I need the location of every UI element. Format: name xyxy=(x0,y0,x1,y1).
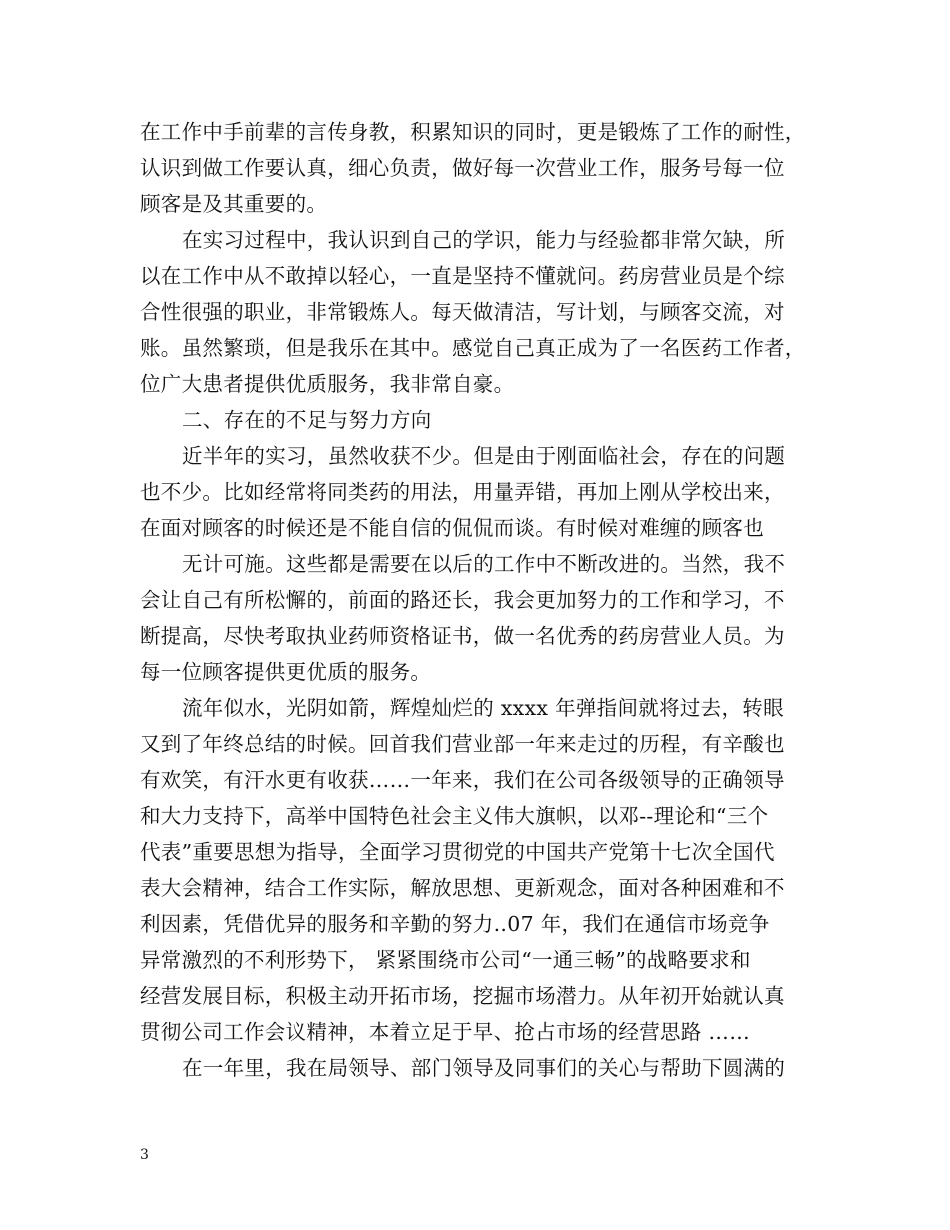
text-line: 断提高，尽快考取执业药师资格证书，做一名优秀的药房营业人员。为 xyxy=(140,624,785,648)
text-line: 在工作中手前辈的言传身教，积累知识的同时，更是锻炼了工作的耐性， xyxy=(140,120,806,144)
text-line: 和大力支持下，高举中国特色社会主义伟大旗帜，以邓--理论和“三个 xyxy=(140,804,769,828)
text-line: 账。虽然繁琐，但是我乐在其中。感觉自己真正成为了一名医药工作者， xyxy=(140,336,806,360)
page-number: 3 xyxy=(140,1147,149,1163)
text-line: 又到了年终总结的时候。回首我们营业部一年来走过的历程，有辛酸也 xyxy=(140,732,785,756)
text-line: 认识到做工作要认真，细心负责，做好每一次营业工作，服务号每一位 xyxy=(140,156,785,180)
text-line: 也不少。比如经常将同类药的用法，用量弄错，再加上刚从学校出来， xyxy=(140,480,785,504)
text-line: 有欢笑，有汗水更有收获……一年来，我们在公司各级领导的正确领导 xyxy=(140,768,785,792)
text-line: 会让自己有所松懈的，前面的路还长，我会更加努力的工作和学习，不 xyxy=(140,588,785,612)
section-heading: 二、存在的不足与努力方向 xyxy=(182,408,432,432)
text-line: 在一年里，我在局领导、部门领导及同事们的关心与帮助下圆满的 xyxy=(182,1056,786,1080)
text-line: 无计可施。这些都是需要在以后的工作中不断改进的。当然，我不 xyxy=(182,552,786,576)
text-line: 代表”重要思想为指导，全面学习贯彻党的中国共产党第十七次全国代 xyxy=(140,840,775,864)
text-line: 每一位顾客提供更优质的服务。 xyxy=(140,660,432,684)
text-line: 流年似水，光阴如箭，辉煌灿烂的 xxxx 年弹指间就将过去，转眼 xyxy=(182,696,784,720)
text-line: 利因素，凭借优异的服务和辛勤的努力..07 年，我们在通信市场竞争 xyxy=(140,912,770,936)
text-line: 异常激烈的不利形势下， 紧紧围绕市公司“一通三畅”的战略要求和 xyxy=(140,948,751,972)
text-line: 表大会精神，结合工作实际，解放思想、更新观念，面对各种困难和不 xyxy=(140,876,785,900)
text-line: 顾客是及其重要的。 xyxy=(140,192,328,216)
text-line: 在实习过程中，我认识到自己的学识，能力与经验都非常欠缺，所 xyxy=(182,228,786,252)
text-line: 贯彻公司工作会议精神，本着立足于早、抢占市场的经营思路 …… xyxy=(140,1020,751,1044)
text-line: 以在工作中从不敢掉以轻心，一直是坚持不懂就问。药房营业员是个综 xyxy=(140,264,785,288)
text-line: 在面对顾客的时候还是不能自信的侃侃而谈。有时候对难缠的顾客也 xyxy=(140,516,764,540)
text-line: 经营发展目标，积极主动开拓市场，挖掘市场潜力。从年初开始就认真 xyxy=(140,984,785,1008)
text-line: 近半年的实习，虽然收获不少。但是由于刚面临社会，存在的问题 xyxy=(182,444,786,468)
text-line: 合性很强的职业，非常锻炼人。每天做清洁，写计划，与顾客交流，对 xyxy=(140,300,785,324)
text-line: 位广大患者提供优质服务，我非常自豪。 xyxy=(140,372,515,396)
